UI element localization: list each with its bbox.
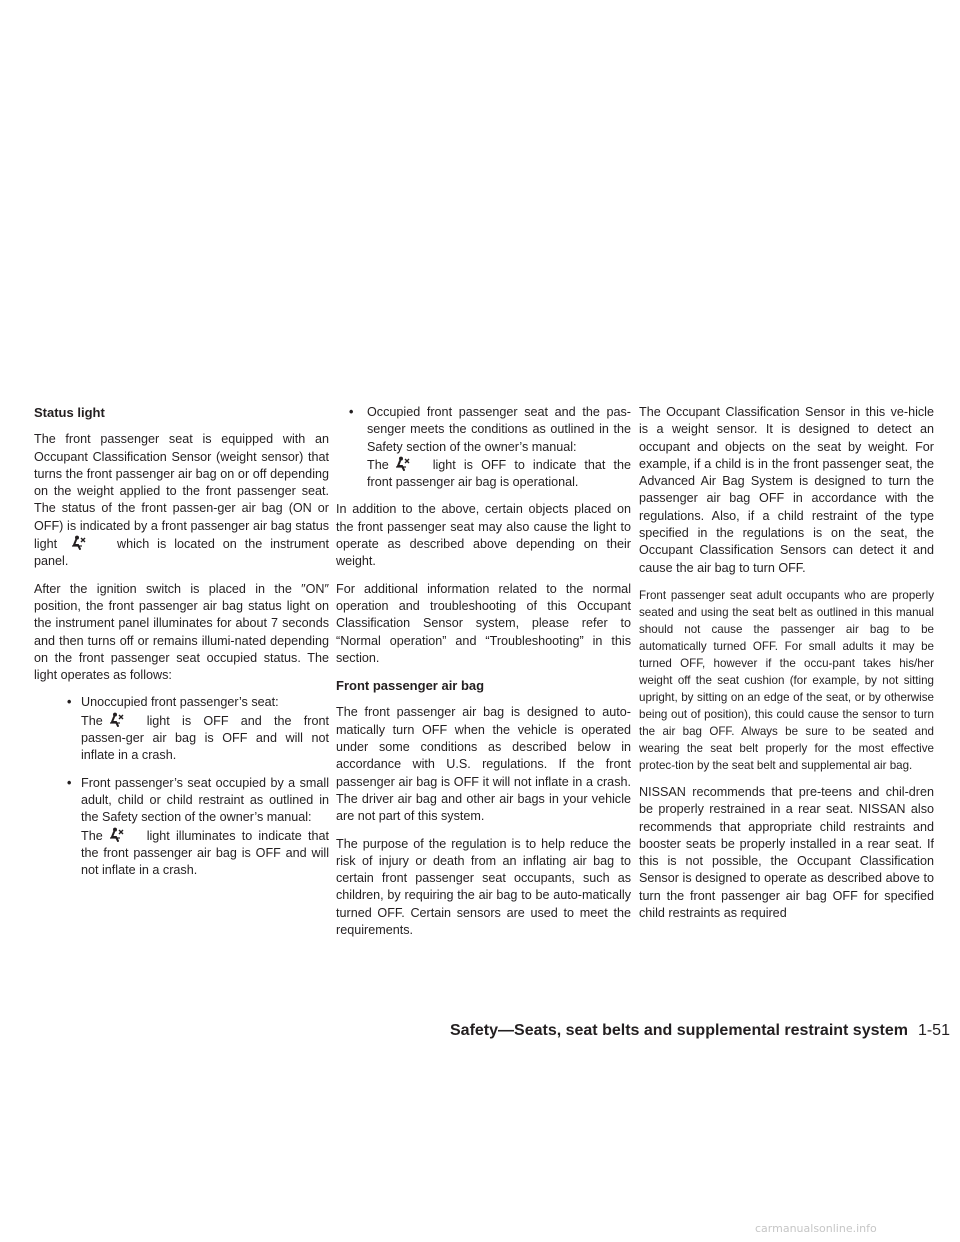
airbag-status-icon [107,712,125,728]
paragraph: In addition to the above, certain objects placed on the front passenger seat may also cause the light to operate as described above depending on their weight. [336,502,631,569]
section-title: Safety—Seats, seat belts and supplemental restraint system [450,1022,908,1039]
column-2 [336,404,631,949]
paragraph: The front passenger air bag is designed to auto-matically turn OFF when the vehicle is operated under some conditions as described below in accordance with U.S. regulations. If the front passenger air bag is OFF it will not inflate in a crash. The driver air bag and other air bags in your vehicle are not part of this system. [336,705,631,824]
list-item: • Unoccupied front passenger’s seat: The light is OFF and the front passen-ger air bag is OFF and will not inflate in a crash. [67,695,329,763]
page-number: 1-51 [917,1022,950,1039]
column-1 [34,404,329,889]
paragraph: NISSAN recommends that pre-teens and chil-dren be properly restrained in a rear seat. NISSAN also recommends that appropriate child restraints and booster seats be properly installed in a rear seat. If this is not possible, the Occupant Classification Sensor is designed to operate as described above to turn the front passenger air bag OFF for specified child restraints as required [639,784,934,921]
airbag-status-icon [393,456,411,472]
status-light-heading: Status light [34,405,105,420]
bullet-mark: • [67,775,72,790]
paragraph: For additional information related to the normal operation and troubleshooting of this Occupant Classification Sensor system, please refer to “Normal operation” and “Troubleshooting” in this section. [336,581,631,665]
bullet-mark: • [349,405,354,419]
paragraph: After the ignition switch is placed in the ″ON″ position, the front passenger air bag status light on the instrument panel illuminates for about 7 seconds and then turns off or remains illumi-nated depending on the front passenger seat occupied status. The light operates as follows: [34,581,329,683]
watermark: carmanualsonline.info [755,1222,877,1235]
front-passenger-air-bag-heading: Front passenger air bag [336,678,485,694]
list-item: • Front passenger’s seat occupied by a small adult, child or child restraint as outlined in the Safety section of the owner’s manual: The light illuminates to indicate that the front passenger air bag is OFF and will not inflate in a crash. [67,775,329,878]
paragraph: The Occupant Classification Sensor in this ve-hicle is a weight sensor. It is designed to detect an occupant and objects on the seat by weight. For example, if a child is in the front passenger seat, the Advanced Air Bag System is designed to turn the passenger air bag OFF in accordance with the regulations. Also, if a child restraint of the type specified in the regulations is on the seat, the Occupant Classification Sensors can detect it and cause the air bag to turn OFF. [639,405,934,575]
paragraph: The purpose of the regulation is to help reduce the risk of injury or death from an inflating air bag to certain front passenger seat occupants, such as children, by requiring the air bag to be auto-matically turned OFF. Certain sensors are used to meet the requirements. [336,836,631,938]
page-footer [450,1022,950,1040]
airbag-status-icon [107,827,125,843]
paragraph: The front passenger seat is equipped with an Occupant Classification Sensor (weight sensor) that turns the front passenger air bag on or off depending on the weight applied to the front passenger seat. The status of the front passen-ger air bag (ON or OFF) is indicated by a front passenger air bag status light which is located on the instrument panel. [34,432,329,569]
column-3 [639,404,934,932]
bullet-mark: • [67,695,72,710]
airbag-status-icon [69,535,87,551]
list-item: • Occupied front passenger seat and the pas-senger meets the conditions as outlined in the Safety section of the owner’s manual: The light is OFF to indicate that the front passenger air bag is operational. [349,405,631,490]
paragraph: Front passenger seat adult occupants who are properly seated and using the seat belt as outlined in this manual should not cause the passenger air bag to be automatically turned OFF. For small adults it may be turned OFF, however if the occu-pant takes his/her weight off the seat cushion (for example, by not sitting upright, by sitting on an edge of the seat, or by otherwise being out of position), this could cause the sensor to turn the air bag OFF. Always be sure to be seated and wearing the seat belt properly for the most effective protec-tion by the seat belt and supplemental air bag. [639,588,934,772]
